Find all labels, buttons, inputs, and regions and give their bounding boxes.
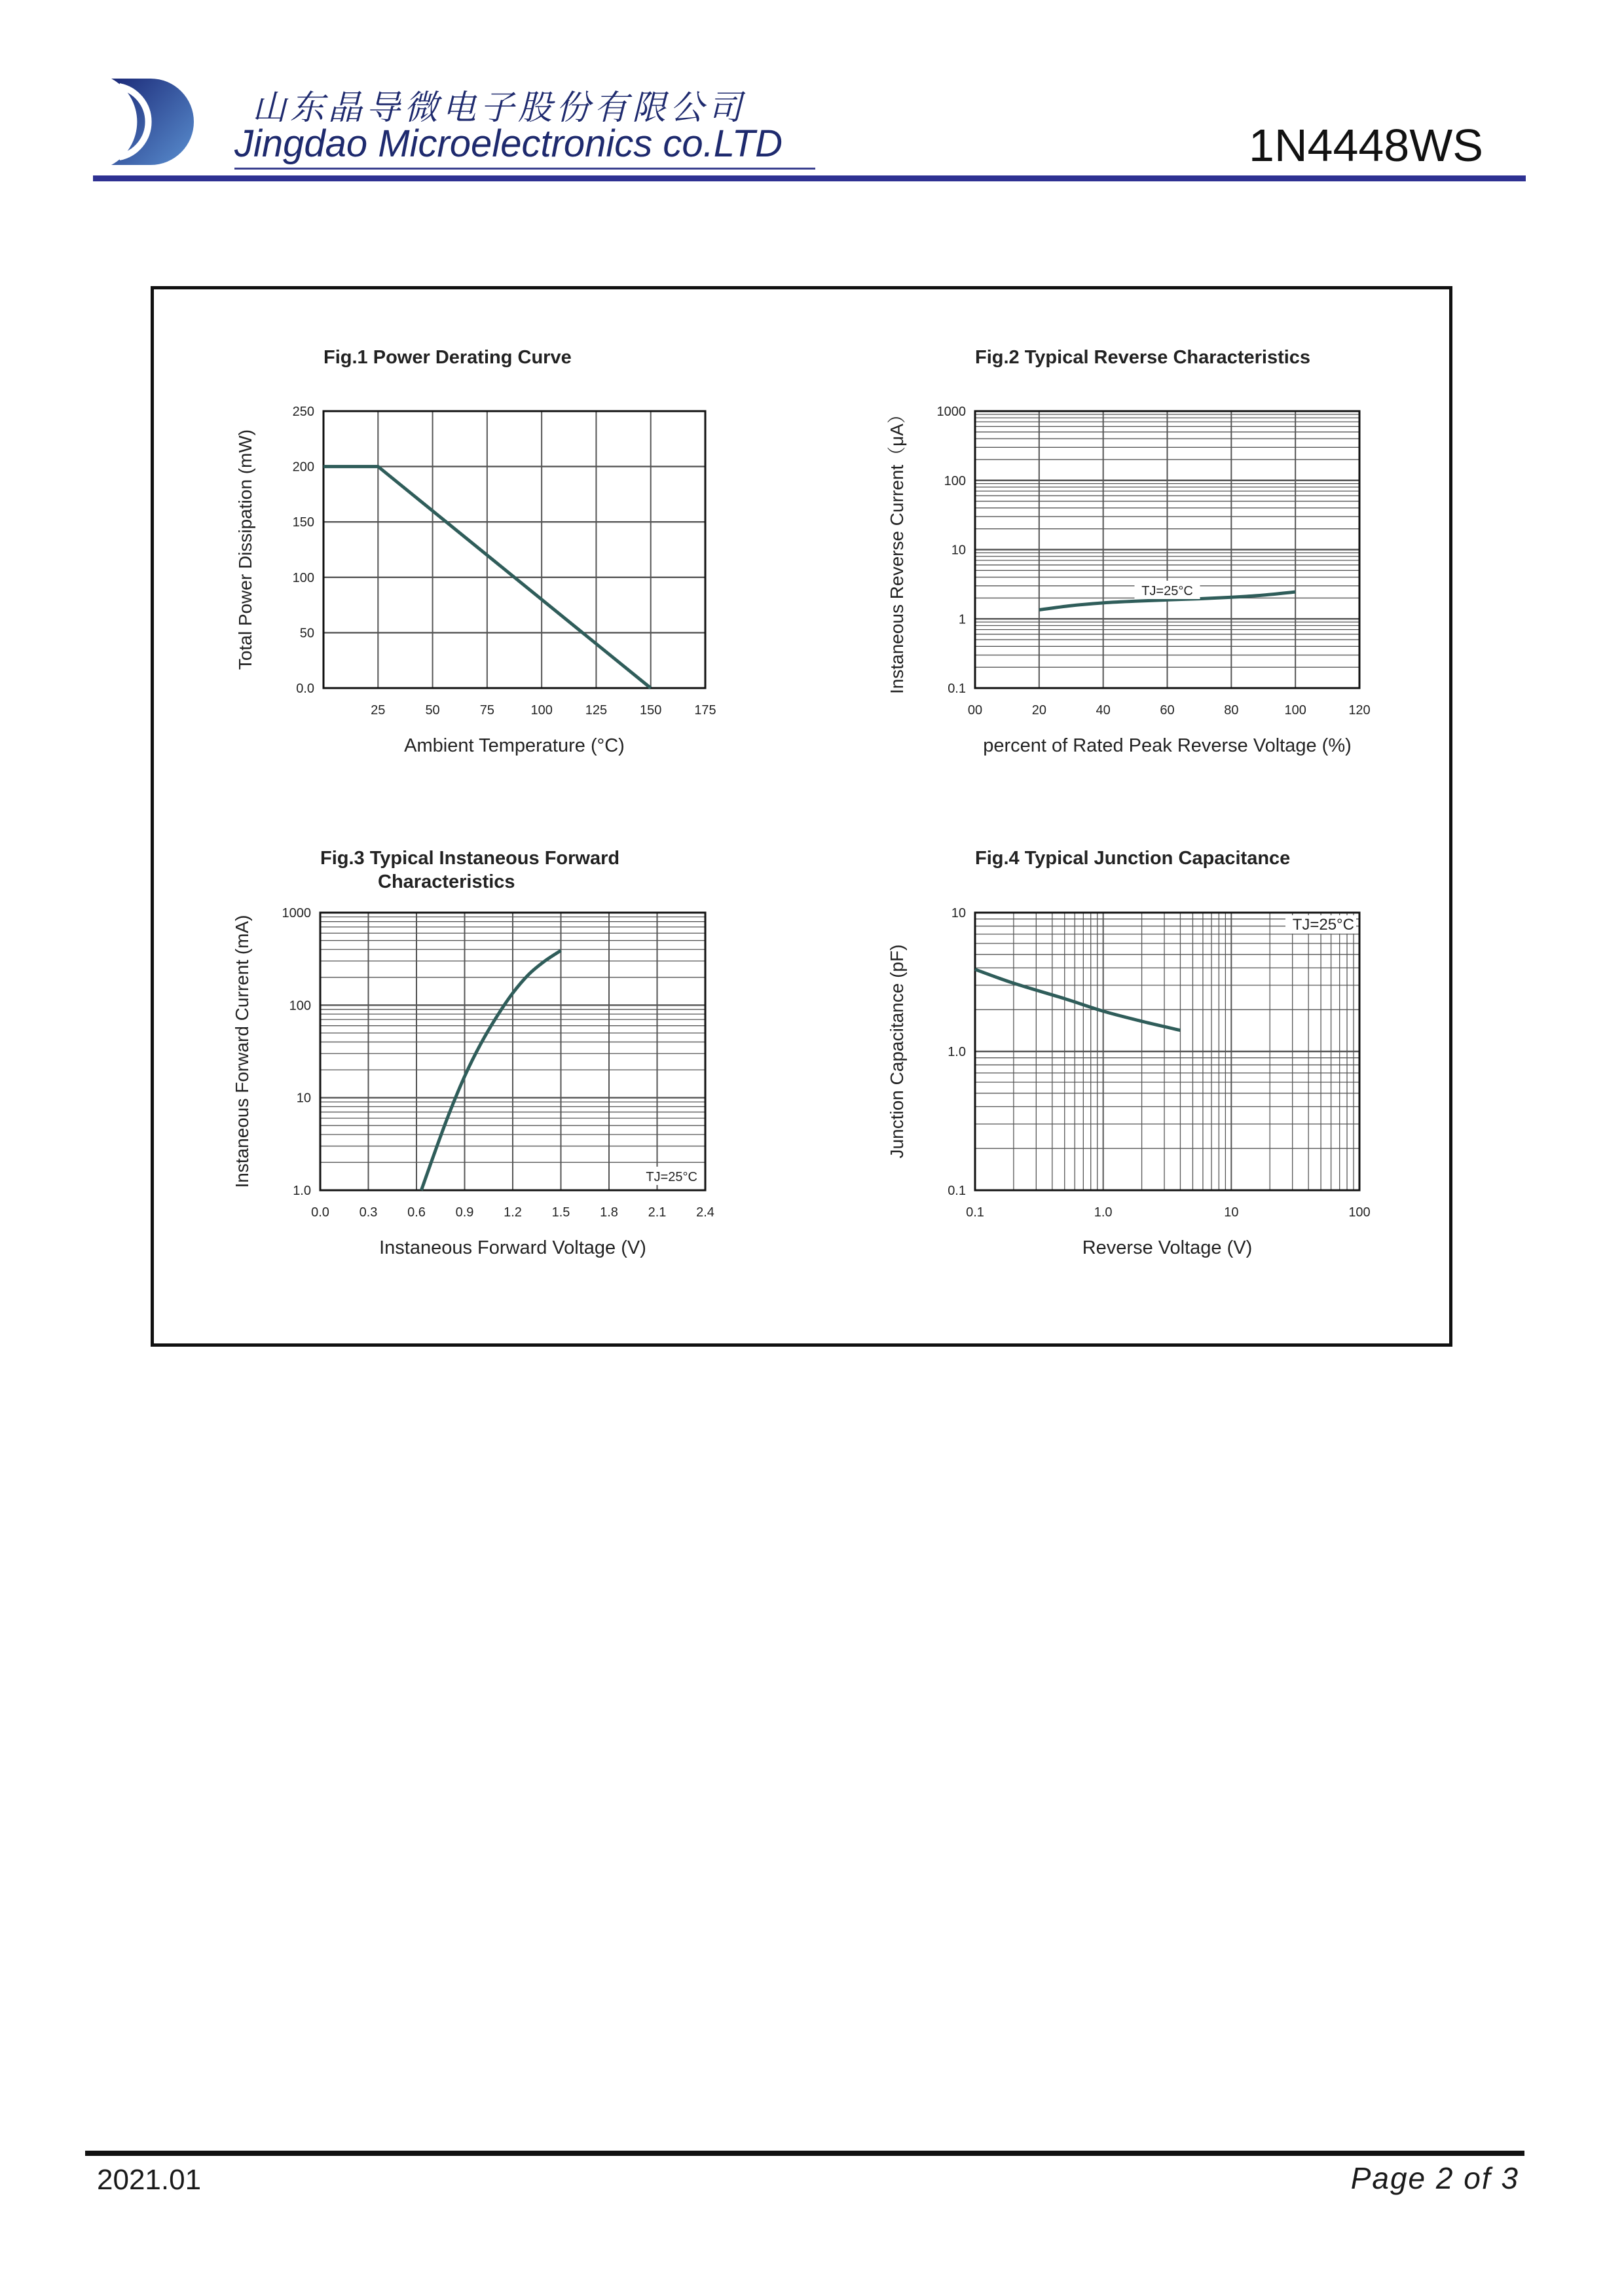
- fig2-chart: [887, 347, 1371, 756]
- fig1-y-tick-label: 150: [292, 515, 314, 530]
- fig3-y-tick-label: 1000: [282, 906, 311, 920]
- fig3-y-tick-label: 1.0: [293, 1184, 311, 1198]
- fig3-y-axis-label: Instaneous Forward Current (mA): [232, 915, 252, 1188]
- fig3-x-tick-label: 1.2: [504, 1205, 522, 1220]
- fig2-title: Fig.2 Typical Reverse Characteristics: [975, 347, 1311, 368]
- fig2-x-tick-label: 40: [1096, 703, 1111, 718]
- part-number: 1N4448WS: [1249, 120, 1483, 171]
- fig3-series-line-0: [421, 951, 561, 1190]
- fig4-y-tick-label: 0.1: [948, 1184, 966, 1198]
- fig2-y-axis-label: Instaneous Reverse Current（μA）: [887, 405, 907, 694]
- fig4-annotation-tj: TJ=25°C: [1292, 916, 1354, 934]
- fig2-annotation-tj: TJ=25°C: [1141, 584, 1193, 598]
- footer-rule: [85, 2151, 1524, 2156]
- fig1-plot-border: [323, 411, 705, 688]
- fig1-y-tick-label: 250: [292, 405, 314, 419]
- fig1-x-tick-label: 125: [585, 703, 608, 718]
- fig3-x-tick-label: 0.6: [407, 1205, 426, 1220]
- fig4-x-tick-label: 100: [1348, 1205, 1371, 1220]
- fig1-y-axis-label: Total Power Dissipation (mW): [235, 429, 255, 670]
- fig4-grid: [975, 913, 1359, 1190]
- fig1-y-tick-label: 100: [292, 570, 314, 585]
- fig2-x-tick-label: 60: [1160, 703, 1175, 718]
- fig2-x-tick-label: 100: [1284, 703, 1306, 718]
- fig2-x-tick-label: 20: [1031, 703, 1046, 718]
- fig2-y-tick-label: 100: [944, 473, 966, 488]
- fig2-x-tick-label: 120: [1348, 703, 1371, 718]
- fig4-x-axis-label: Reverse Voltage (V): [1082, 1237, 1253, 1258]
- fig3-x-tick-label: 1.8: [600, 1205, 618, 1220]
- fig3-y-tick-label: 10: [296, 1091, 311, 1106]
- fig2-y-tick-label: 10: [951, 543, 966, 558]
- fig1-x-tick-label: 175: [694, 703, 716, 718]
- fig1-y-tick-label: 50: [299, 626, 314, 641]
- fig3-y-tick-label: 100: [289, 998, 311, 1013]
- fig3-title-line2: Characteristics: [378, 871, 515, 892]
- fig2-x-tick-label: 80: [1224, 703, 1239, 718]
- company-name-cn: 山东晶导微电子股份有限公司: [252, 88, 747, 128]
- fig4-title: Fig.4 Typical Junction Capacitance: [975, 848, 1291, 869]
- fig1-x-tick-label: 75: [479, 703, 494, 718]
- fig3-x-tick-label: 1.5: [551, 1205, 570, 1220]
- fig2-x-tick-label: 00: [967, 703, 983, 718]
- fig1-y-tick-label: 200: [292, 460, 314, 475]
- fig3-x-tick-label: 2.4: [696, 1205, 714, 1220]
- fig2-y-tick-label: 1000: [936, 405, 966, 419]
- fig4-x-tick-label: 1.0: [1094, 1205, 1113, 1220]
- fig2-grid: [975, 411, 1359, 688]
- page-number: Page 2 of 3: [1350, 2161, 1519, 2195]
- fig3-grid: [320, 913, 705, 1190]
- fig1-x-tick-label: 100: [530, 703, 553, 718]
- fig3-chart: [232, 848, 714, 1258]
- fig1-y-tick-label: 0.0: [296, 682, 314, 696]
- fig4-x-tick-label: 0.1: [966, 1205, 984, 1220]
- fig3-title: Fig.3 Typical Instaneous Forward: [320, 848, 620, 869]
- fig1-x-tick-label: 150: [640, 703, 662, 718]
- fig4-x-tick-label: 10: [1224, 1205, 1239, 1220]
- fig3-x-tick-label: 0.0: [311, 1205, 329, 1220]
- fig3-x-tick-label: 0.9: [455, 1205, 474, 1220]
- fig4-series-line-0: [975, 970, 1181, 1030]
- fig4-y-tick-label: 10: [951, 906, 966, 920]
- document-date: 2021.01: [97, 2164, 202, 2196]
- fig3-x-axis-label: Instaneous Forward Voltage (V): [379, 1237, 646, 1258]
- fig4-chart: [887, 848, 1371, 1258]
- fig2-y-tick-label: 0.1: [948, 682, 966, 696]
- fig1-title: Fig.1 Power Derating Curve: [323, 347, 572, 368]
- fig3-annotation-tj: TJ=25°C: [646, 1170, 697, 1184]
- fig3-x-tick-label: 0.3: [359, 1205, 378, 1220]
- fig1-x-axis-label: Ambient Temperature (°C): [404, 735, 625, 756]
- fig4-y-axis-label: Junction Capacitance (pF): [887, 944, 907, 1159]
- fig2-y-tick-label: 1: [958, 612, 966, 627]
- fig2-x-axis-label: percent of Rated Peak Reverse Voltage (%): [983, 735, 1352, 756]
- fig4-y-tick-label: 1.0: [948, 1045, 966, 1059]
- fig3-x-tick-label: 2.1: [648, 1205, 667, 1220]
- fig1-chart: [235, 347, 716, 756]
- company-name-en: Jingdao Microelectronics co.LTD: [234, 122, 783, 165]
- fig1-x-tick-label: 50: [425, 703, 440, 718]
- fig1-x-tick-label: 25: [371, 703, 386, 718]
- fig1-grid: [323, 411, 705, 688]
